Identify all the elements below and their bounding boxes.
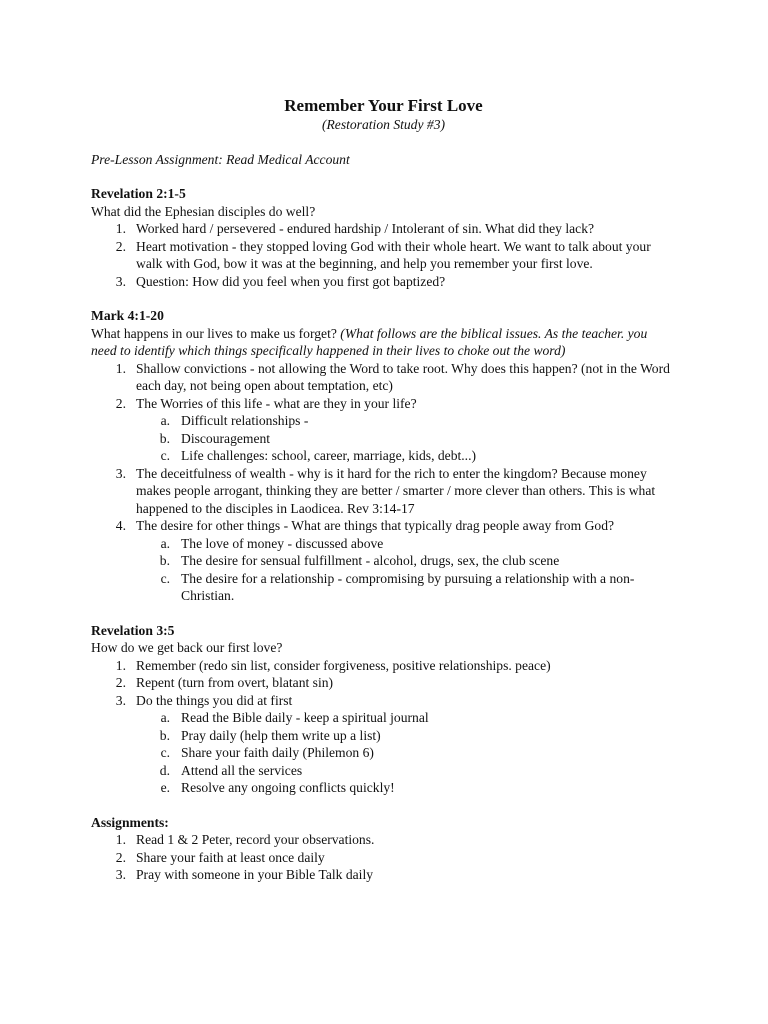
sublist-item-text: Life challenges: school, career, marriage, kids, debt...) [181, 448, 476, 463]
sublist-item-text: Resolve any ongoing conflicts quickly! [181, 780, 395, 795]
list-item-text: Repent (turn from overt, blatant sin) [136, 675, 334, 690]
list-number: 1. [115, 657, 126, 673]
document-subtitle: (Restoration Study #3) [321, 117, 446, 132]
sublist-item [91, 744, 676, 762]
intro-italic-note: (What follows are the biblical issues. As the teacher. you need to identify which things specifically happened in their lives to choke out the word) [91, 325, 648, 358]
list-item [91, 465, 676, 518]
sublist-item-text: The desire for sensual fulfillment - alcohol, drugs, sex, the club scene [181, 553, 560, 568]
sublist-letter: c. [160, 448, 170, 463]
sublist-item [91, 535, 676, 553]
lettered-sublist [136, 709, 676, 797]
list-item [91, 657, 676, 675]
section-assignments [91, 814, 676, 884]
sublist-item [91, 570, 676, 605]
sublist-item [91, 727, 676, 745]
lettered-sublist [136, 535, 676, 605]
list-item [91, 692, 676, 797]
list-item [91, 220, 676, 238]
sublist-item-text: The love of money - discussed above [181, 535, 384, 551]
section-heading: Mark 4:1-20 [91, 308, 164, 323]
pre-lesson-assignment: Pre-Lesson Assignment: Read Medical Account [91, 151, 350, 167]
list-item-text: The Worries of this life - what are they in your life? [136, 395, 417, 411]
sublist-letter: b. [159, 727, 170, 743]
sublist-letter: c. [160, 745, 170, 760]
list-item [91, 395, 676, 465]
sublist-letter: c. [160, 570, 170, 586]
sublist-item-text: Share your faith daily (Philemon 6) [181, 745, 374, 760]
list-item-text: Shallow convictions - not allowing the Word to take root. Why does this happen? (not in the Word each day, not being open about temptation, etc) [136, 360, 670, 393]
list-item [91, 273, 676, 291]
sublist-item-text: Read the Bible daily - keep a spiritual journal [181, 710, 429, 725]
numbered-list [91, 220, 676, 290]
list-item [91, 831, 676, 849]
sublist-item-text: Pray daily (help them write up a list) [181, 727, 381, 743]
sublist-item [91, 779, 676, 797]
list-item-text: Do the things you did at first [136, 692, 293, 708]
sublist-item [91, 430, 676, 448]
section-heading: Assignments: [91, 814, 169, 830]
document-title: Remember Your First Love [284, 96, 483, 115]
document-content [91, 96, 676, 884]
sublist-letter: b. [159, 430, 170, 446]
list-number: 3. [115, 867, 126, 882]
list-item-text: Question: How did you feel when you first got baptized? [136, 273, 446, 289]
list-item [91, 360, 676, 395]
list-item-text: The deceitfulness of wealth - why is it hard for the rich to enter the kingdom? Because money makes people arrogant, thinking they are better / smarter / more clever than others. This is what happened to the disciples in Laodicea. Rev 3:14-17 [136, 465, 656, 516]
sublist-letter: a. [160, 535, 170, 551]
sublist-letter: a. [160, 710, 170, 725]
sublist-item [91, 709, 676, 727]
list-number: 2. [115, 675, 126, 690]
sublist-item [91, 552, 676, 570]
section-heading: Revelation 3:5 [91, 622, 175, 638]
section-mark-4 [91, 307, 676, 605]
list-item [91, 674, 676, 692]
list-item-text: Read 1 & 2 Peter, record your observations. [136, 832, 375, 847]
sublist-item-text: Attend all the services [181, 762, 303, 778]
sublist-item-text: Difficult relationships - [181, 413, 309, 428]
list-item-text: Pray with someone in your Bible Talk daily [136, 867, 374, 882]
sublist-item-text: Discouragement [181, 430, 271, 446]
list-item-text: Remember (redo sin list, consider forgiveness, positive relationships. peace) [136, 657, 551, 673]
list-item-text: Share your faith at least once daily [136, 849, 325, 865]
list-item [91, 866, 676, 884]
sublist-letter: d. [159, 762, 170, 778]
section-intro: How do we get back our first love? [91, 640, 283, 655]
list-number: 1. [115, 221, 126, 236]
intro-text: What happens in our lives to make us forget? [91, 325, 337, 341]
section-intro [91, 325, 676, 360]
lettered-sublist [136, 412, 676, 465]
numbered-list [91, 657, 676, 797]
list-number: 4. [115, 518, 126, 533]
section-heading: Revelation 2:1-5 [91, 186, 186, 201]
sublist-letter: a. [160, 413, 170, 428]
sublist-item [91, 412, 676, 430]
sublist-item [91, 762, 676, 780]
sublist-letter: e. [160, 780, 170, 795]
list-number: 1. [115, 360, 126, 376]
list-number: 2. [115, 849, 126, 865]
list-item [91, 238, 676, 273]
numbered-list [91, 360, 676, 605]
sublist-letter: b. [159, 553, 170, 568]
list-number: 3. [115, 465, 126, 481]
numbered-list [91, 831, 676, 884]
list-number: 1. [115, 832, 126, 847]
list-item-text: Heart motivation - they stopped loving God with their whole heart. We want to talk about your walk with God, bow it was at the beginning, and help you remember your first love. [136, 238, 651, 271]
sublist-item-text: The desire for a relationship - compromising by pursuing a relationship with a non-Christian. [181, 570, 635, 603]
list-item-text: Worked hard / persevered - endured hardship / Intolerant of sin. What did they lack? [136, 221, 595, 236]
section-revelation-2 [91, 185, 676, 290]
section-intro: What did the Ephesian disciples do well? [91, 203, 316, 219]
list-number: 3. [115, 273, 126, 289]
list-number: 2. [115, 395, 126, 411]
section-revelation-3 [91, 622, 676, 797]
list-number: 2. [115, 238, 126, 254]
sublist-item [91, 447, 676, 465]
list-item [91, 517, 676, 605]
list-item-text: The desire for other things - What are things that typically drag people away from God? [136, 518, 615, 533]
list-item [91, 849, 676, 867]
list-number: 3. [115, 692, 126, 708]
